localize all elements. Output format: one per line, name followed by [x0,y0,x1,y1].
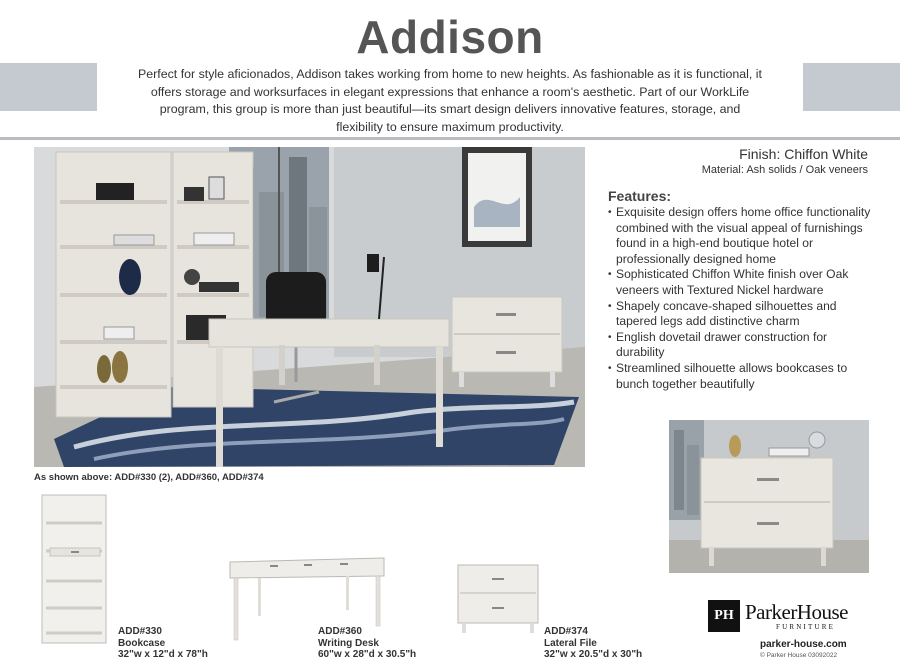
product-lateral-file-label [544,626,642,661]
hero-room-photo [34,147,585,467]
header-divider [0,137,900,140]
product-dims: 32"w x 20.5"d x 30"h [544,649,643,660]
page-title: Addison [356,11,544,63]
header-band-left [0,63,97,111]
copyright: © Parker House 03092022 [760,652,838,659]
hero-caption: As shown above: ADD#330 (2), ADD#360, ADD#374 [34,472,264,483]
logo-mark-icon: PH [708,600,740,632]
product-dims: 60"w x 28"d x 30.5"h [318,649,417,660]
bookcase-illustration [40,493,110,645]
product-bookcase-label [118,626,208,661]
product-sku: ADD#374 [544,626,588,637]
finish-label: Finish: Chiffon White [739,146,868,162]
product-desk-label [318,626,416,661]
intro-paragraph: Perfect for style aficionados, Addison takes working from home to new heights. As fashionable as it is functional, it offers storage and worksurfaces in elegant expressions that enhance a room's aesthetic. Part of our WorkLife program, this group is more than just beautiful—its smart design delivers innovative features, storage, and flexibility to ensure maximum productivity. [138,67,762,134]
product-sku: ADD#330 [118,626,162,637]
header-band-right [803,63,900,111]
features-list [608,205,878,392]
lateral-file-illustration [456,563,542,635]
feature-item: • Sophisticated Chiffon White finish over Oak veneers with Textured Nickel hardware [608,267,878,298]
product-dims: 32"w x 12"d x 78"h [118,649,208,660]
website-link[interactable]: parker-house.com [760,639,847,650]
parker-house-logo [708,600,868,634]
material-label: Material: Ash solids / Oak veneers [701,164,868,176]
product-name: Lateral File [544,637,597,649]
feature-item: • Exquisite design offers home office functionality combined with the visual appeal of furnishings found in a high-end boutique hotel or professionally designed home [608,205,878,267]
product-name: Writing Desk [318,637,379,649]
feature-item: • English dovetail drawer construction for durability [608,330,878,361]
feature-item: • Shapely concave-shaped silhouettes and tapered legs add distinctive charm [608,299,878,330]
logo-wordmark: ParkerHouse [745,600,848,624]
product-name: Bookcase [118,637,166,649]
features-heading: Features: [608,188,672,204]
logo-subtext: FURNITURE [776,623,836,631]
lateral-file-detail-photo [669,420,869,573]
feature-item: • Streamlined silhouette allows bookcases to bunch together beautifully [608,361,878,392]
product-sku: ADD#360 [318,626,362,637]
